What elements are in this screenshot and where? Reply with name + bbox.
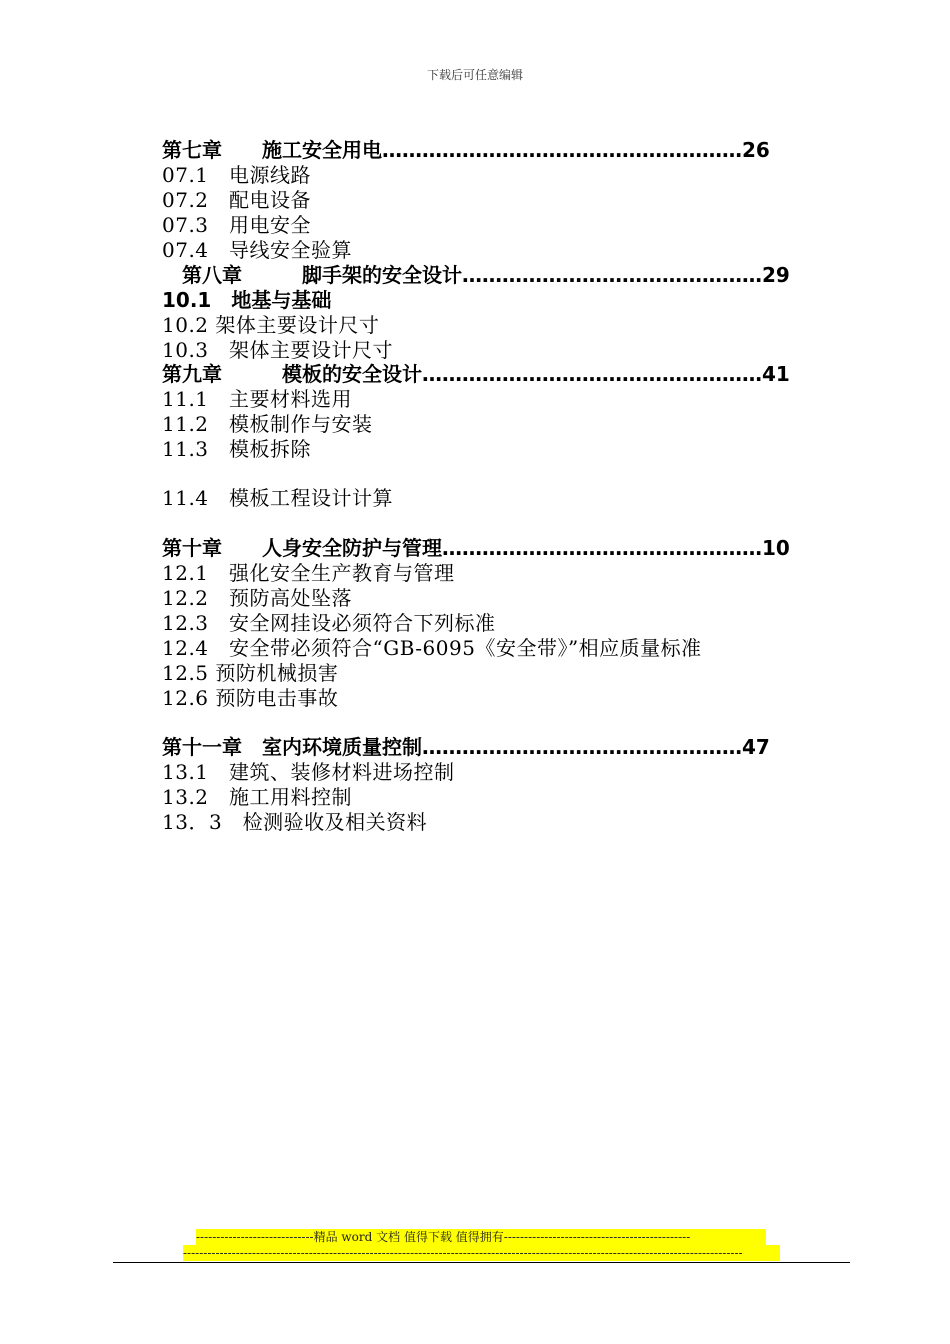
toc-chapter-10: 第十章 人身安全防护与管理…………………………………………10 [162,536,790,560]
toc-item-11-1: 11.1 主要材料选用 [162,387,353,411]
toc-item-07-3: 07.3 用电安全 [162,213,312,237]
toc-chapter-9: 第九章 模板的安全设计……………………………………………41 [162,362,790,386]
footer-banner: -----------------------------精品 word 文档 值得下载 值得拥有---------------------------------------------- [196,1229,766,1245]
toc-item-10-2: 10.2 架体主要设计尺寸 [162,313,380,337]
page-header: 下载后可任意编辑 [426,68,523,82]
toc-item-12-3: 12.3 安全网挂设必须符合下列标准 [162,611,496,635]
toc-item-12-4: 12.4 安全带必须符合“GB-6095《安全带》”相应质量标准 [162,636,702,660]
toc-item-13-2: 13.2 施工用料控制 [162,785,353,809]
toc-item-11-4: 11.4 模板工程设计计算 [162,486,394,510]
toc-item-12-6: 12.6 预防电击事故 [162,686,339,710]
toc-item-10-3: 10.3 架体主要设计尺寸 [162,338,394,362]
toc-item-10-1: 10.1 地基与基础 [162,288,332,312]
toc-item-11-3: 11.3 模板拆除 [162,437,312,461]
toc-item-07-4: 07.4 导线安全验算 [162,238,353,262]
toc-item-12-1: 12.1 强化安全生产教育与管理 [162,561,455,585]
footer-rule [113,1262,850,1263]
toc-chapter-11: 第十一章 室内环境质量控制…………………………………………47 [162,735,770,759]
toc-chapter-8: 第八章 脚手架的安全设计………………………………………29 [162,263,790,287]
toc-item-07-2: 07.2 配电设备 [162,188,312,212]
toc-item-11-2: 11.2 模板制作与安装 [162,412,373,436]
toc-item-12-2: 12.2 预防高处坠落 [162,586,353,610]
footer-dashes: ------------------------------------------------------------------------------------------------------------------------------------------ [183,1245,780,1261]
toc-item-12-5: 12.5 预防机械损害 [162,661,339,685]
toc-chapter-7: 第七章 施工安全用电………………………………………………26 [162,138,770,162]
toc-item-13-3: 13．3 检测验收及相关资料 [162,810,428,834]
toc-item-07-1: 07.1 电源线路 [162,163,312,187]
toc-item-13-1: 13.1 建筑、装修材料进场控制 [162,760,455,784]
